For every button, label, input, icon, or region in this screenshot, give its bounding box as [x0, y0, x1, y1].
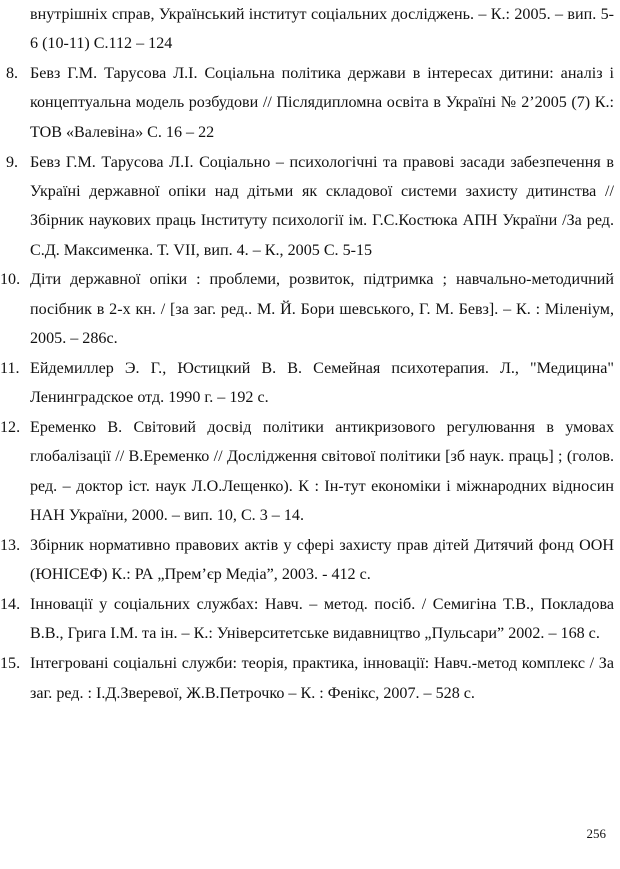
reference-item-12: [0, 413, 614, 530]
reference-number: 8.: [6, 65, 19, 83]
reference-text: Ейдемиллер Э. Г., Юстицкий В. В. Семейная психотерапия. Л., "Медицина" Ленинградское отд. 1990 г. – 192 с.: [30, 359, 614, 407]
reference-number: 12.: [0, 419, 21, 437]
reference-item-continuation: [6, 0, 614, 59]
reference-item-8: [6, 59, 614, 147]
reference-item-15: [0, 649, 614, 708]
reference-text: внутрішніх справ, Український інститут соціальних досліджень. – К.: 2005. – вип. 5-6 (10-11) С.112 – 124: [30, 6, 614, 53]
reference-item-11: [0, 354, 614, 413]
reference-number: 15.: [0, 655, 21, 673]
reference-text: Інновації у соціальних службах: Навч. – метод. посіб. / Семигіна Т.В., Покладова В.В., Грига І.М. та ін. – К.: Університетське видавництво „Пульсари” 2002. – 168 с.: [30, 596, 614, 643]
reference-text: Бевз Г.М. Тарусова Л.І. Соціальна політика держави в інтересах дитини: аналіз і концептуальна модель розбудови // Післядипломна освіта в Україні № 2’2005 (7) К.: ТОВ «Валевіна» С. 16 – 22: [30, 65, 614, 141]
reference-text: Бевз Г.М. Тарусова Л.І. Соціально – психологічні та правові засади забезпечення в Україні державної опіки над дітьми як складової системи захисту дитинства // Збірник наукових праць Інституту психології ім. Г.С.Костюка АПН України /За ред. С.Д. Максименка. Т. VII, вип. 4. – К., 2005 С. 5-15: [30, 153, 614, 259]
reference-number: 14.: [0, 596, 21, 614]
reference-item-14: [0, 590, 614, 649]
reference-text: Еременко В. Світовий досвід політики антикризового регулювання в умовах глобалізації // В.Еременко // Дослідження світової політики [зб наук. праць] ; (голов. ред. – доктор іст. наук Л.О.Лещенко). К : Ін-тут економіки і міжнародних відносин НАН України, 2000. – вип. 10, С. 3 – 14.: [30, 419, 614, 525]
reference-number: 11.: [0, 359, 20, 377]
page-number: 256: [586, 826, 606, 841]
reference-text: Діти державної опіки : проблеми, розвиток, підтримка ; навчально-методичний посібник в 2-х кн. / [за заг. ред.. М. Й. Бори шевського, Г. М. Бевз]. – К. : Міленіум, 2005. – 286с.: [30, 271, 614, 348]
reference-number: 10.: [0, 271, 21, 289]
reference-number: 9.: [6, 153, 19, 171]
reference-text: Інтегровані соціальні служби: теорія, практика, інновації: Навч.-метод комплекс / За заг. ред. : І.Д.Зверевої, Ж.В.Петрочко – К. : Фенікс, 2007. – 528 с.: [30, 655, 614, 702]
reference-item-10: [0, 265, 614, 353]
reference-item-9: [6, 148, 614, 265]
reference-text: Збірник нормативно правових актів у сфері захисту прав дітей Дитячий фонд ООН (ЮНІСЕФ) К.: РА „Прем’єр Медіа”, 2003. - 412 с.: [30, 536, 614, 584]
reference-item-13: [0, 531, 614, 590]
reference-number: 13.: [0, 536, 21, 554]
